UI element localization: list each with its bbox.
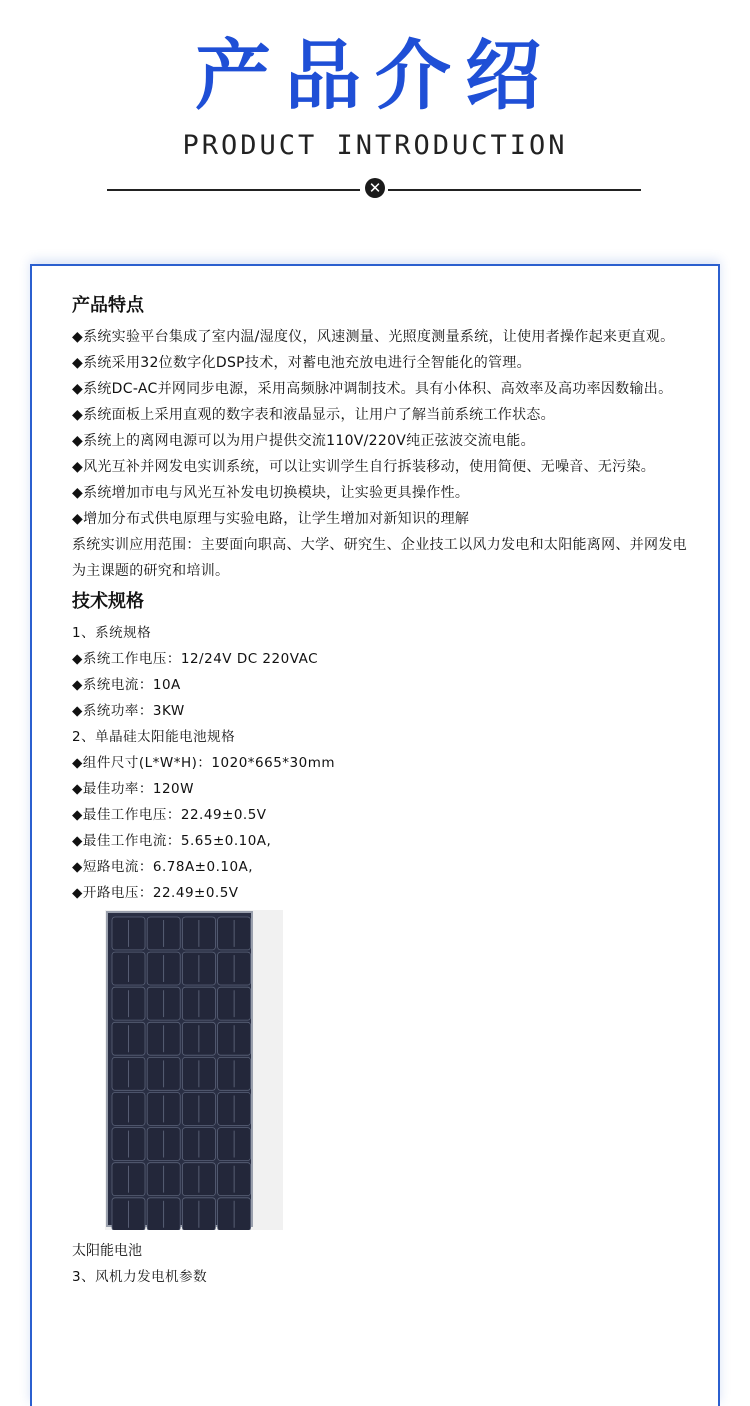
spec-line: ◆最佳功率：120W: [72, 781, 194, 797]
features-heading: 产品特点: [72, 295, 144, 316]
feature-item-8: ◆增加分布式供电原理与实验电路，让学生增加对新知识的理解: [72, 511, 470, 527]
solar-panel-image: [105, 910, 283, 1230]
spec-line: ◆组件尺寸(L*W*H)：1020*665*30mm: [72, 755, 336, 771]
spec-section-3-title: 3、风机力发电机参数: [72, 1269, 208, 1285]
solar-panel-icon: [105, 910, 283, 1230]
application-scope: 系统实训应用范围：主要面向职高、大学、研究生、企业技工以风力发电和太阳能离网、并网发电为主课题的研究和培训。: [72, 537, 687, 579]
feature-item-7: ◆系统增加市电与风光互补发电切换模块，让实验更具操作性。: [72, 485, 470, 501]
divider-line-left: [107, 189, 360, 191]
feature-item-6: ◆风光互补并网发电实训系统，可以让实训学生自行拆装移动，使用简便、无噪音、无污染。: [72, 459, 656, 475]
spec-line: ◆系统工作电压：12/24V DC 220VAC: [72, 651, 318, 667]
feature-item-1: ◆系统实验平台集成了室内温/湿度仪，风速测量、光照度测量系统，让使用者操作起来更直观。: [72, 329, 675, 345]
content-panel: [30, 264, 720, 1406]
page-title: 产品介绍: [195, 31, 555, 120]
spec-section-2-title: 2、单晶硅太阳能电池规格: [72, 729, 236, 745]
spec-line: ◆短路电流：6.78A±0.10A,: [72, 859, 254, 875]
page-subtitle: PRODUCT INTRODUCTION: [182, 130, 568, 161]
spec-section-1-title: 1、系统规格: [72, 625, 152, 641]
spec-line: ◆系统电流：10A: [72, 677, 181, 693]
spec-line: ◆系统功率：3KW: [72, 703, 185, 719]
solar-panel-caption: 太阳能电池: [72, 1243, 142, 1259]
feature-item-4: ◆系统面板上采用直观的数字表和液晶显示，让用户了解当前系统工作状态。: [72, 407, 555, 423]
feature-item-2: ◆系统采用32位数字化DSP技术，对蓄电池充放电进行全智能化的管理。: [72, 355, 531, 371]
spec-line: ◆开路电压：22.49±0.5V: [72, 885, 239, 901]
title-divider: [107, 176, 641, 204]
divider-line-right: [388, 189, 641, 191]
spec-line: ◆最佳工作电压：22.49±0.5V: [72, 807, 267, 823]
content-body: [72, 288, 696, 1290]
spec-line: ◆最佳工作电流：5.65±0.10A,: [72, 833, 272, 849]
specs-heading: 技术规格: [72, 591, 144, 612]
feature-item-5: ◆系统上的离网电源可以为用户提供交流110V/220V纯正弦波交流电能。: [72, 433, 535, 449]
feature-item-3: ◆系统DC-AC并网同步电源，采用高频脉冲调制技术。具有小体积、高效率及高功率因数输出。: [72, 381, 673, 397]
close-x-icon: ✕: [365, 178, 385, 198]
